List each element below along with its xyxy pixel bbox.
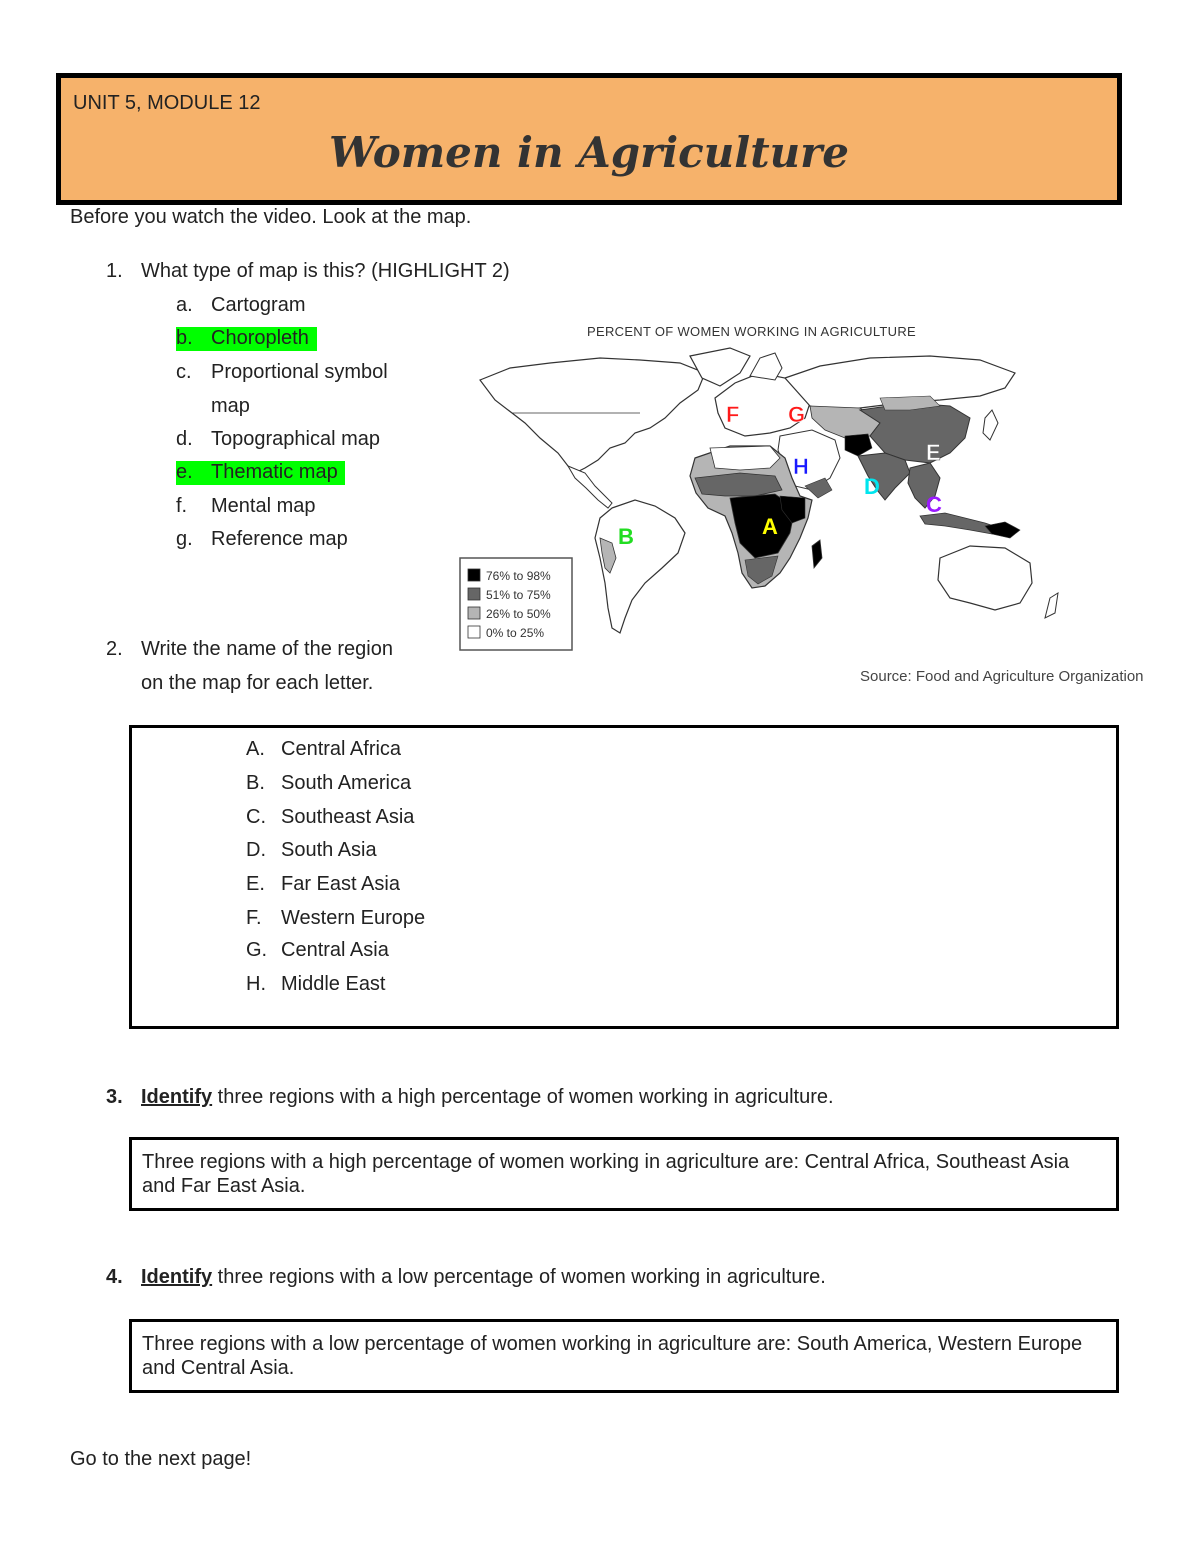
afghanistan-region [845,434,872,456]
answer-e-letter: E. [246,873,265,895]
option-c-letter: c. [176,361,192,383]
q2-text-line2: on the map for each letter. [141,672,374,694]
madagascar [812,540,822,568]
option-c-cont: map [211,395,250,417]
option-e-letter: e. [176,461,193,483]
answer-d-letter: D. [246,839,266,861]
option-a: Cartogram [211,294,306,316]
answer-b-letter: B. [246,772,265,794]
australia [938,546,1032,610]
map-letter-c: C [926,492,942,517]
option-b-letter: b. [176,327,193,349]
map-letter-g: G [788,402,806,427]
intro-text: Before you watch the video. Look at the map. [70,206,472,228]
map-letter-h: H [793,454,809,479]
q3-number: 3. [106,1086,123,1108]
option-g: Reference map [211,528,348,550]
map-letter-e: E [926,440,941,465]
legend-label-1: 76% to 98% [486,569,551,583]
q2-answer-box [129,725,1119,1029]
legend-label-4: 0% to 25% [486,626,545,640]
map-letter-d: D [864,474,880,499]
q1-number: 1. [106,260,123,282]
map-letter-b: B [618,524,634,549]
option-a-letter: a. [176,294,193,316]
japan [983,410,998,440]
footer-text: Go to the next page! [70,1448,252,1470]
answer-f: Western Europe [281,907,426,929]
scandinavia [750,353,782,380]
answer-a-letter: A. [246,738,265,760]
map-letter-a: A [762,514,778,539]
q4-keyword: Identify [141,1266,213,1288]
q4-text: three regions with a low percentage of women working in agriculture. [212,1266,826,1288]
north-africa-region [710,446,780,470]
legend-swatch-1 [468,569,480,581]
answer-c: Southeast Asia [281,806,415,828]
map-legend [460,558,572,650]
answer-g: Central Asia [281,939,389,961]
option-c: Proportional symbol [211,361,388,383]
page-title: Women in Agriculture [328,128,850,177]
answer-b: South America [281,772,412,794]
map-letter-f: F [726,402,740,427]
q4-number: 4. [106,1266,123,1288]
new-zealand [1045,593,1058,618]
option-b: Choropleth [211,327,309,349]
q4-prompt [141,1266,826,1289]
q3-answer-box[interactable] [129,1137,1119,1211]
q3-answer: Three regions with a high percentage of women working in agriculture are: Central Africa, Southeast Asia and Far East Asia. [142,1151,1070,1197]
q2-text-line1: Write the name of the region [141,638,393,660]
answer-f-letter: F. [246,907,262,929]
q4-answer: Three regions with a low percentage of women working in agriculture are: South America, Western Europe and Central Asia. [142,1333,1083,1379]
answer-d: South Asia [281,839,377,861]
option-e: Thematic map [211,461,338,483]
map-title: PERCENT OF WOMEN WORKING IN AGRICULTURE [587,324,917,339]
unit-label: UNIT 5, MODULE 12 [73,92,261,114]
answer-h-letter: H. [246,973,266,995]
header-banner [56,73,1122,205]
option-g-letter: g. [176,528,193,550]
q3-keyword: Identify [141,1086,213,1108]
option-f: Mental map [211,495,316,517]
q3-text: three regions with a high percentage of women working in agriculture. [212,1086,834,1108]
option-d-letter: d. [176,428,193,450]
option-d: Topographical map [211,428,380,450]
legend-swatch-2 [468,588,480,600]
legend-label-3: 26% to 50% [486,607,551,621]
q2-number: 2. [106,638,123,660]
world-choropleth-map [440,318,1170,658]
legend-swatch-4 [468,626,480,638]
q4-answer-box[interactable] [129,1319,1119,1393]
answer-c-letter: C. [246,806,266,828]
north-america-landmass [480,358,705,473]
q1-text: What type of map is this? (HIGHLIGHT 2) [141,260,510,282]
answer-g-letter: G. [246,939,268,961]
map-source: Source: Food and Agriculture Organization [860,668,1144,685]
answer-a: Central Africa [281,738,402,760]
answer-e: Far East Asia [281,873,400,895]
answer-h: Middle East [281,973,386,995]
legend-swatch-3 [468,607,480,619]
q3-prompt [141,1086,834,1109]
central-america [568,466,612,508]
legend-label-2: 51% to 75% [486,588,551,602]
sahel-region [695,473,782,496]
option-f-letter: f. [176,495,188,517]
